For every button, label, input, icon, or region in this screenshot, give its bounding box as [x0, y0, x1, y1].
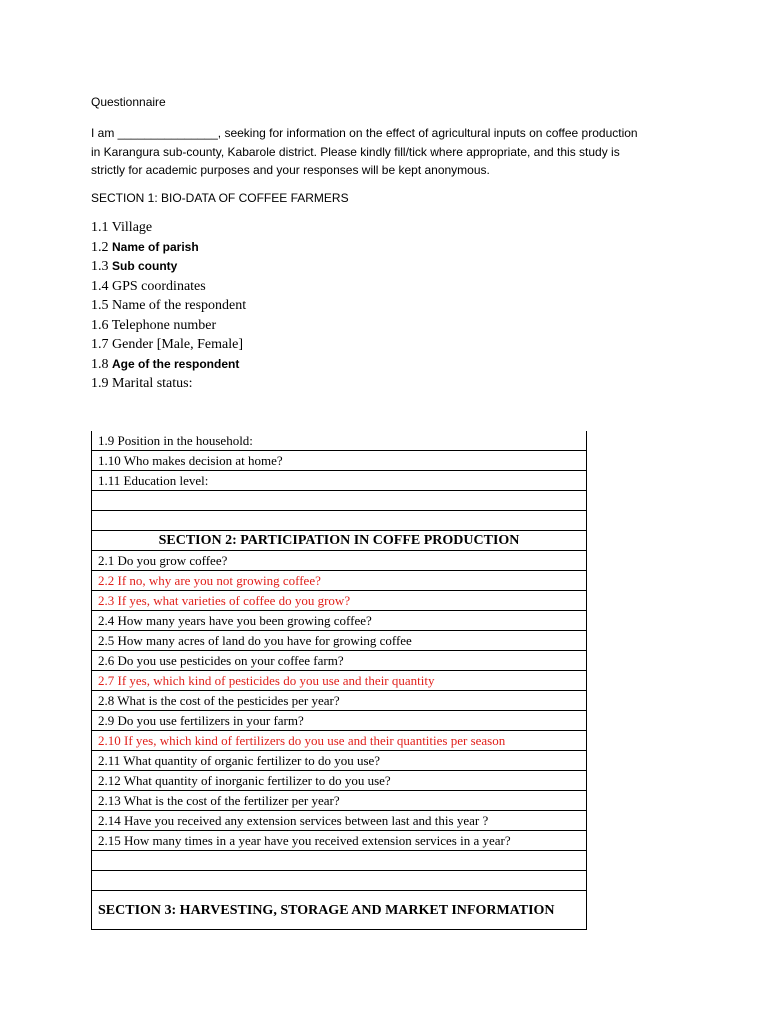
question-cell: 2.6 Do you use pesticides on your coffee farm? [92, 651, 587, 671]
section-3-heading: SECTION 3: HARVESTING, STORAGE AND MARKET INFORMATION [92, 891, 587, 930]
questionnaire-table [91, 431, 587, 930]
document-title: Questionnaire [91, 95, 166, 109]
biodata-label: Gender [Male, Female] [112, 337, 243, 352]
biodata-item: 1.6 Telephone number [91, 317, 217, 333]
question-cell-highlighted: 2.3 If yes, what varieties of coffee do you grow? [92, 591, 587, 611]
table-row [92, 591, 587, 611]
biodata-item: 1.1 Village [91, 220, 153, 235]
table-row [92, 871, 587, 891]
biodata-label: Marital status: [112, 376, 193, 391]
biodata-label: Age of the respondent [112, 356, 240, 371]
question-cell: 1.9 Position in the household: [92, 431, 587, 451]
question-cell: 1.10 Who makes decision at home? [92, 451, 587, 471]
biodata-label: Sub county [112, 259, 178, 273]
table-row [92, 891, 587, 930]
table-row [92, 731, 587, 751]
table-row [92, 711, 587, 731]
question-cell-highlighted: 2.7 If yes, which kind of pesticides do you use and their quantity [92, 671, 587, 691]
table-row [92, 671, 587, 691]
section-1-heading: SECTION 1: BIO-DATA OF COFFEE FARMERS [91, 191, 349, 205]
table-row [92, 651, 587, 671]
biodata-label: Village [111, 220, 153, 235]
intro-line: I am _______________, seeking for information on the effect of agricultural inputs on coffee production [91, 126, 638, 140]
question-cell: 2.12 What quantity of inorganic fertilizer to do you use? [92, 771, 587, 791]
question-cell: 2.13 What is the cost of the fertilizer per year? [92, 791, 587, 811]
intro-paragraph [91, 124, 681, 180]
question-cell: 2.11 What quantity of organic fertilizer to do you use? [92, 751, 587, 771]
question-cell: 2.4 How many years have you been growing coffee? [92, 611, 587, 631]
biodata-item: 1.5 Name of the respondent [91, 298, 247, 313]
table-row [92, 531, 587, 551]
question-cell: 2.15 How many times in a year have you received extension services in a year? [92, 831, 587, 851]
biodata-label: Name of parish [112, 239, 199, 254]
question-cell-highlighted: 2.10 If yes, which kind of fertilizers do you use and their quantities per season [92, 731, 587, 751]
question-cell: 2.14 Have you received any extension services between last and this year ? [92, 811, 587, 831]
table-row [92, 811, 587, 831]
table-row [92, 571, 587, 591]
question-cell: 2.5 How many acres of land do you have for growing coffee [92, 631, 587, 651]
blank-answer-cell[interactable] [92, 491, 587, 511]
biodata-item: 1.9 Marital status: [91, 376, 193, 391]
biodata-label: Name of the respondent [112, 298, 247, 313]
intro-line: strictly for academic purposes and your responses will be kept anonymous. [91, 163, 490, 177]
table-row [92, 611, 587, 631]
blank-answer-cell[interactable] [92, 851, 587, 871]
table-row [92, 831, 587, 851]
intro-line: in Karangura sub-county, Kabarole district. Please kindly fill/tick where appropriate, and this study is [91, 144, 620, 159]
question-cell: 2.9 Do you use fertilizers in your farm? [92, 711, 587, 731]
table-row [92, 771, 587, 791]
biodata-label: Telephone number [111, 317, 217, 333]
blank-answer-cell[interactable] [92, 511, 587, 531]
table-row [92, 851, 587, 871]
biodata-list [91, 218, 246, 394]
question-cell-highlighted: 2.2 If no, why are you not growing coffee? [92, 571, 587, 591]
table-row [92, 491, 587, 511]
biodata-item: 1.3 Sub county [91, 259, 178, 274]
biodata-label: GPS coordinates [112, 278, 206, 294]
table-row [92, 451, 587, 471]
question-cell: 2.8 What is the cost of the pesticides per year? [92, 691, 587, 711]
biodata-item: 1.2 Name of parish [91, 239, 199, 255]
table-row [92, 691, 587, 711]
table-row [92, 511, 587, 531]
table-row [92, 431, 587, 451]
blank-answer-cell[interactable] [92, 871, 587, 891]
biodata-item: 1.7 Gender [Male, Female] [91, 337, 243, 352]
table-row [92, 791, 587, 811]
table-row [92, 551, 587, 571]
question-cell: 1.11 Education level: [92, 471, 587, 491]
question-cell: 2.1 Do you grow coffee? [92, 551, 587, 571]
table-row [92, 631, 587, 651]
table-row [92, 751, 587, 771]
biodata-item: 1.8 Age of the respondent [91, 356, 240, 372]
biodata-item: 1.4 GPS coordinates [91, 278, 206, 294]
section-2-heading: SECTION 2: PARTICIPATION IN COFFE PRODUCTION [92, 531, 587, 551]
table-row [92, 471, 587, 491]
